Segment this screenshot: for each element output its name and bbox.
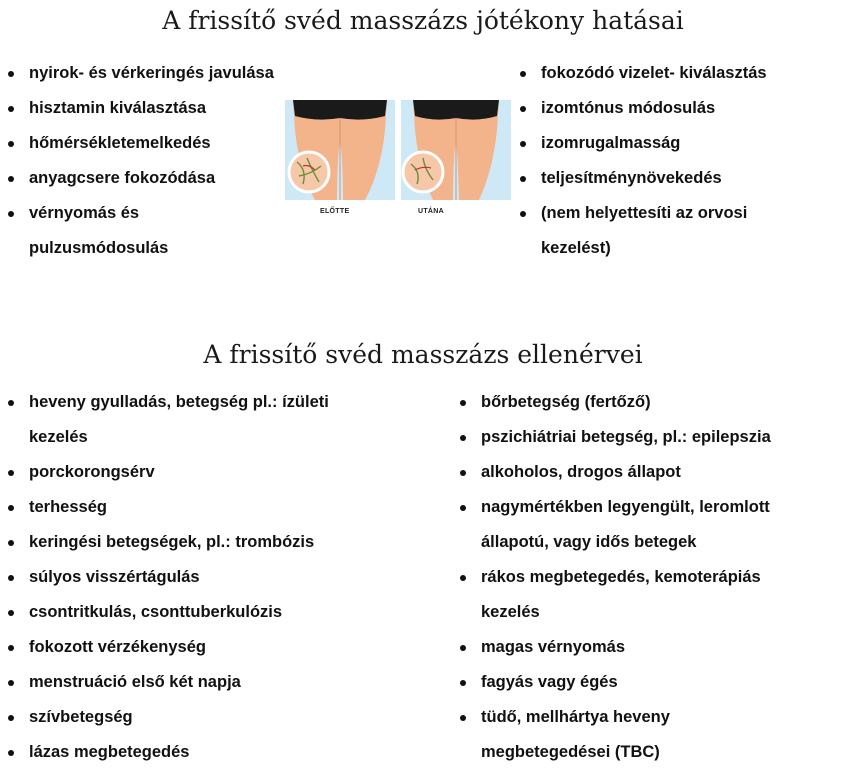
list-item: hőmérsékletemelkedés xyxy=(4,126,304,161)
list-item: heveny gyulladás, betegség pl.: ízületi xyxy=(4,385,424,420)
list-item: tüdő, mellhártya heveny xyxy=(456,700,844,735)
list-item: alkoholos, drogos állapot xyxy=(456,455,844,490)
list-item-continuation: megbetegedései (TBC) xyxy=(481,743,660,761)
list-item: izomrugalmasság xyxy=(516,126,836,161)
legs-image xyxy=(285,100,511,224)
benefits-list-right xyxy=(516,56,836,266)
list-item: fokozódó vizelet- kiválasztás xyxy=(516,56,836,91)
benefits-list-left xyxy=(4,56,304,266)
list-item: anyagcsere fokozódása xyxy=(4,161,304,196)
before-after-illustration xyxy=(285,100,511,224)
list-item: súlyos visszértágulás xyxy=(4,560,424,595)
list-item: nagymértékben legyengült, leromlott xyxy=(456,490,844,525)
list-item: magas vérnyomás xyxy=(456,630,844,665)
list-item: vérnyomás és xyxy=(4,196,304,231)
list-item-continuation: kezelést) xyxy=(541,239,611,257)
list-item: teljesítménynövekedés xyxy=(516,161,836,196)
before-label: ELŐTTE xyxy=(320,208,350,215)
list-item-continuation: kezelés xyxy=(29,428,88,446)
benefits-title: A frissítő svéd masszázs jótékony hatásai xyxy=(162,6,684,35)
list-item: keringési betegségek, pl.: trombózis xyxy=(4,525,424,560)
list-item: hisztamin kiválasztása xyxy=(4,91,304,126)
list-item-continuation: állapotú, vagy idős betegek xyxy=(481,533,697,551)
list-item-continuation: pulzusmódosulás xyxy=(29,239,169,257)
list-item: szívbetegség xyxy=(4,700,424,735)
contraindications-title: A frissítő svéd masszázs ellenérvei xyxy=(203,340,643,369)
list-item-continuation: kezelés xyxy=(481,603,540,621)
after-label: UTÁNA xyxy=(418,208,444,215)
list-item: nyirok- és vérkeringés javulása xyxy=(4,56,304,91)
list-item: fagyás vagy égés xyxy=(456,665,844,700)
list-item: porckorongsérv xyxy=(4,455,424,490)
list-item: izomtónus módosulás xyxy=(516,91,836,126)
list-item: csontritkulás, csonttuberkulózis xyxy=(4,595,424,630)
list-item: pszichiátriai betegség, pl.: epilepszia xyxy=(456,420,844,455)
list-item: menstruáció első két napja xyxy=(4,665,424,700)
list-item: fokozott vérzékenység xyxy=(4,630,424,665)
list-item: terhesség xyxy=(4,490,424,525)
list-item: lázas megbetegedés xyxy=(4,735,424,770)
list-item: rákos megbetegedés, kemoterápiás xyxy=(456,560,844,595)
contraindications-list-right xyxy=(456,385,844,770)
contraindications-list-left xyxy=(4,385,424,770)
list-item: bőrbetegség (fertőző) xyxy=(456,385,844,420)
list-item: (nem helyettesíti az orvosi xyxy=(516,196,836,231)
